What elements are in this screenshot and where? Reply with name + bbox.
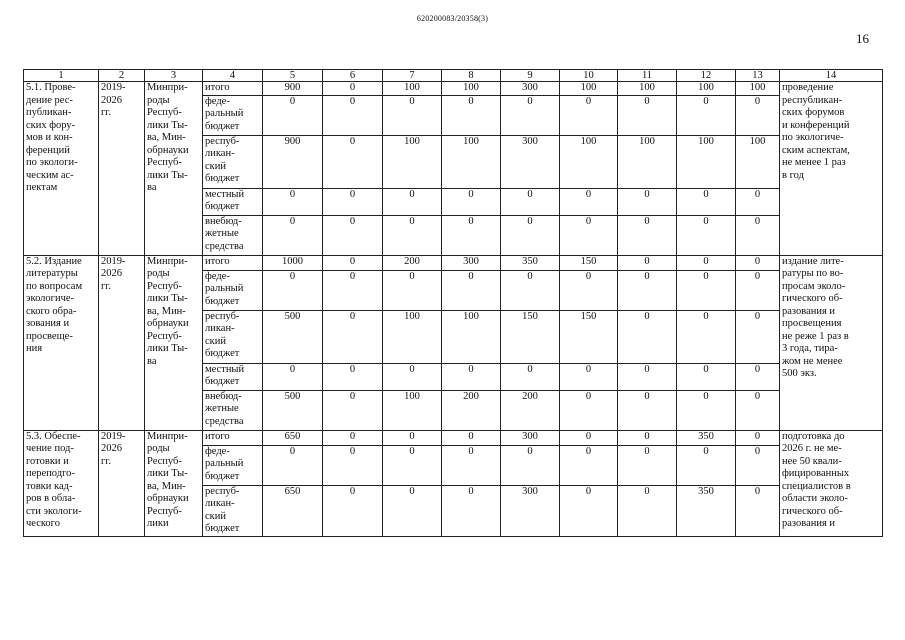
expected-result: проведение республикан- ских форумов и конференций по экологиче- ским аспектам, не менее 1 раз в год	[780, 82, 883, 256]
amount-cell: 100	[442, 310, 501, 363]
amount-cell: 100	[677, 82, 736, 96]
amount-cell: 0	[323, 390, 383, 430]
amount-cell: 0	[323, 215, 383, 255]
amount-cell: 650	[263, 430, 323, 445]
amount-cell: 0	[383, 188, 442, 215]
funding-source: респуб- ликан- ский бюджет	[203, 310, 263, 363]
amount-cell: 0	[618, 270, 677, 310]
funding-source: местный бюджет	[203, 363, 263, 390]
column-header-13: 13	[736, 70, 780, 82]
amount-cell: 0	[442, 445, 501, 485]
amount-cell: 100	[560, 82, 618, 96]
amount-cell: 500	[263, 310, 323, 363]
amount-cell: 0	[442, 430, 501, 445]
amount-cell: 0	[560, 270, 618, 310]
amount-cell: 0	[560, 445, 618, 485]
amount-cell: 300	[501, 430, 560, 445]
amount-cell: 0	[442, 485, 501, 536]
amount-cell: 0	[677, 310, 736, 363]
column-header-11: 11	[618, 70, 677, 82]
amount-cell: 0	[323, 445, 383, 485]
amount-cell: 0	[736, 430, 780, 445]
amount-cell: 0	[618, 390, 677, 430]
amount-cell: 150	[560, 310, 618, 363]
amount-cell: 150	[501, 310, 560, 363]
amount-cell: 0	[323, 82, 383, 96]
amount-cell: 0	[323, 270, 383, 310]
column-header-6: 6	[323, 70, 383, 82]
amount-cell: 0	[323, 135, 383, 188]
column-header-14: 14	[780, 70, 883, 82]
amount-cell: 300	[442, 255, 501, 270]
amount-cell: 900	[263, 135, 323, 188]
amount-cell: 100	[736, 135, 780, 188]
amount-cell: 0	[560, 215, 618, 255]
amount-cell: 100	[442, 135, 501, 188]
amount-cell: 0	[736, 445, 780, 485]
page-number: 16	[856, 31, 869, 46]
funding-source: феде- ральный бюджет	[203, 95, 263, 135]
column-header-10: 10	[560, 70, 618, 82]
amount-cell: 0	[442, 363, 501, 390]
amount-cell: 0	[736, 95, 780, 135]
amount-cell: 100	[383, 310, 442, 363]
amount-cell: 0	[736, 485, 780, 536]
amount-cell: 0	[618, 188, 677, 215]
amount-cell: 0	[677, 390, 736, 430]
amount-cell: 0	[323, 430, 383, 445]
amount-cell: 0	[736, 310, 780, 363]
funding-source: местный бюджет	[203, 188, 263, 215]
funding-source: итого	[203, 430, 263, 445]
amount-cell: 0	[677, 363, 736, 390]
amount-cell: 300	[501, 82, 560, 96]
amount-cell: 0	[501, 188, 560, 215]
amount-cell: 0	[736, 270, 780, 310]
expected-result: подготовка до 2026 г. не ме- нее 50 квали- фицированных специалистов в области эколо- гического об- разования и	[780, 430, 883, 536]
amount-cell: 0	[677, 95, 736, 135]
amount-cell: 0	[501, 95, 560, 135]
amount-cell: 0	[383, 445, 442, 485]
amount-cell: 0	[263, 215, 323, 255]
expected-result: издание лите- ратуры по во- просам эколо- гического об- разования и просвещения не реже 1 раз в 3 года, тира- жом не менее 500 экз.	[780, 255, 883, 430]
amount-cell: 0	[618, 310, 677, 363]
funding-source: респуб- ликан- ский бюджет	[203, 135, 263, 188]
table-body	[24, 82, 883, 537]
amount-cell: 200	[501, 390, 560, 430]
amount-cell: 150	[560, 255, 618, 270]
column-header-7: 7	[383, 70, 442, 82]
amount-cell: 0	[442, 95, 501, 135]
amount-cell: 0	[383, 95, 442, 135]
amount-cell: 0	[618, 215, 677, 255]
amount-cell: 0	[501, 270, 560, 310]
amount-cell: 200	[383, 255, 442, 270]
amount-cell: 0	[263, 270, 323, 310]
amount-cell: 500	[263, 390, 323, 430]
amount-cell: 0	[263, 95, 323, 135]
amount-cell: 0	[677, 255, 736, 270]
header-row	[24, 70, 883, 82]
amount-cell: 0	[501, 215, 560, 255]
amount-cell: 0	[383, 270, 442, 310]
column-header-4: 4	[203, 70, 263, 82]
amount-cell: 100	[442, 82, 501, 96]
amount-cell: 0	[383, 430, 442, 445]
amount-cell: 0	[442, 270, 501, 310]
amount-cell: 0	[383, 215, 442, 255]
amount-cell: 0	[677, 188, 736, 215]
table-row	[24, 255, 883, 270]
amount-cell: 0	[736, 255, 780, 270]
amount-cell: 100	[383, 82, 442, 96]
executor: Минпри- роды Респуб- лики Ты- ва, Мин- обрнауки Респуб- лики	[145, 430, 203, 536]
amount-cell: 0	[736, 215, 780, 255]
amount-cell: 0	[618, 445, 677, 485]
amount-cell: 100	[383, 390, 442, 430]
activity-description: 5.2. Издание литературы по вопросам экологиче- ского обра- зования и просвеще- ния	[24, 255, 99, 430]
amount-cell: 200	[442, 390, 501, 430]
column-header-3: 3	[145, 70, 203, 82]
amount-cell: 650	[263, 485, 323, 536]
amount-cell: 100	[560, 135, 618, 188]
column-header-1: 1	[24, 70, 99, 82]
amount-cell: 0	[618, 430, 677, 445]
amount-cell: 100	[383, 135, 442, 188]
amount-cell: 0	[618, 363, 677, 390]
amount-cell: 900	[263, 82, 323, 96]
amount-cell: 0	[618, 255, 677, 270]
amount-cell: 0	[442, 215, 501, 255]
amount-cell: 0	[323, 363, 383, 390]
amount-cell: 0	[383, 485, 442, 536]
period: 2019- 2026 гг.	[99, 430, 145, 536]
amount-cell: 0	[442, 188, 501, 215]
column-header-2: 2	[99, 70, 145, 82]
activity-description: 5.1. Прове- дение рес- публикан- ских фору- мов и кон- ференций по экологи- ческим ас- пектам	[24, 82, 99, 256]
amount-cell: 0	[560, 363, 618, 390]
amount-cell: 0	[618, 95, 677, 135]
amount-cell: 0	[323, 255, 383, 270]
funding-source: итого	[203, 255, 263, 270]
amount-cell: 0	[383, 363, 442, 390]
column-header-9: 9	[501, 70, 560, 82]
amount-cell: 0	[323, 310, 383, 363]
executor: Минпри- роды Респуб- лики Ты- ва, Мин- обрнауки Респуб- лики Ты- ва	[145, 255, 203, 430]
amount-cell: 0	[323, 485, 383, 536]
column-header-12: 12	[677, 70, 736, 82]
funding-source: респуб- ликан- ский бюджет	[203, 485, 263, 536]
funding-source: феде- ральный бюджет	[203, 445, 263, 485]
amount-cell: 0	[263, 363, 323, 390]
period: 2019- 2026 гг.	[99, 82, 145, 256]
activity-description: 5.3. Обеспе- чение под- готовки и переподго- товки кад- ров в обла- сти экологи- ческого	[24, 430, 99, 536]
executor: Минпри- роды Респуб- лики Ты- ва, Мин- обрнауки Респуб- лики Ты- ва	[145, 82, 203, 256]
column-header-8: 8	[442, 70, 501, 82]
amount-cell: 0	[677, 215, 736, 255]
funding-source: феде- ральный бюджет	[203, 270, 263, 310]
amount-cell: 0	[677, 270, 736, 310]
amount-cell: 0	[560, 390, 618, 430]
amount-cell: 350	[677, 485, 736, 536]
amount-cell: 0	[323, 188, 383, 215]
amount-cell: 100	[618, 135, 677, 188]
document-id: 620200083/20358(3)	[416, 14, 489, 23]
amount-cell: 100	[677, 135, 736, 188]
amount-cell: 300	[501, 135, 560, 188]
amount-cell: 0	[263, 188, 323, 215]
amount-cell: 0	[736, 363, 780, 390]
funding-source: внебюд- жетные средства	[203, 215, 263, 255]
amount-cell: 0	[736, 188, 780, 215]
amount-cell: 350	[677, 430, 736, 445]
period: 2019- 2026 гг.	[99, 255, 145, 430]
amount-cell: 100	[736, 82, 780, 96]
amount-cell: 0	[560, 430, 618, 445]
amount-cell: 0	[501, 445, 560, 485]
amount-cell: 0	[677, 445, 736, 485]
amount-cell: 0	[560, 188, 618, 215]
amount-cell: 0	[323, 95, 383, 135]
amount-cell: 0	[263, 445, 323, 485]
column-header-5: 5	[263, 70, 323, 82]
funding-source: внебюд- жетные средства	[203, 390, 263, 430]
amount-cell: 1000	[263, 255, 323, 270]
table-row	[24, 82, 883, 96]
funding-source: итого	[203, 82, 263, 96]
program-table	[23, 69, 883, 537]
amount-cell: 0	[560, 485, 618, 536]
amount-cell: 100	[618, 82, 677, 96]
amount-cell: 0	[736, 390, 780, 430]
amount-cell: 0	[501, 363, 560, 390]
table-row	[24, 430, 883, 445]
amount-cell: 350	[501, 255, 560, 270]
amount-cell: 0	[560, 95, 618, 135]
amount-cell: 0	[618, 485, 677, 536]
amount-cell: 300	[501, 485, 560, 536]
